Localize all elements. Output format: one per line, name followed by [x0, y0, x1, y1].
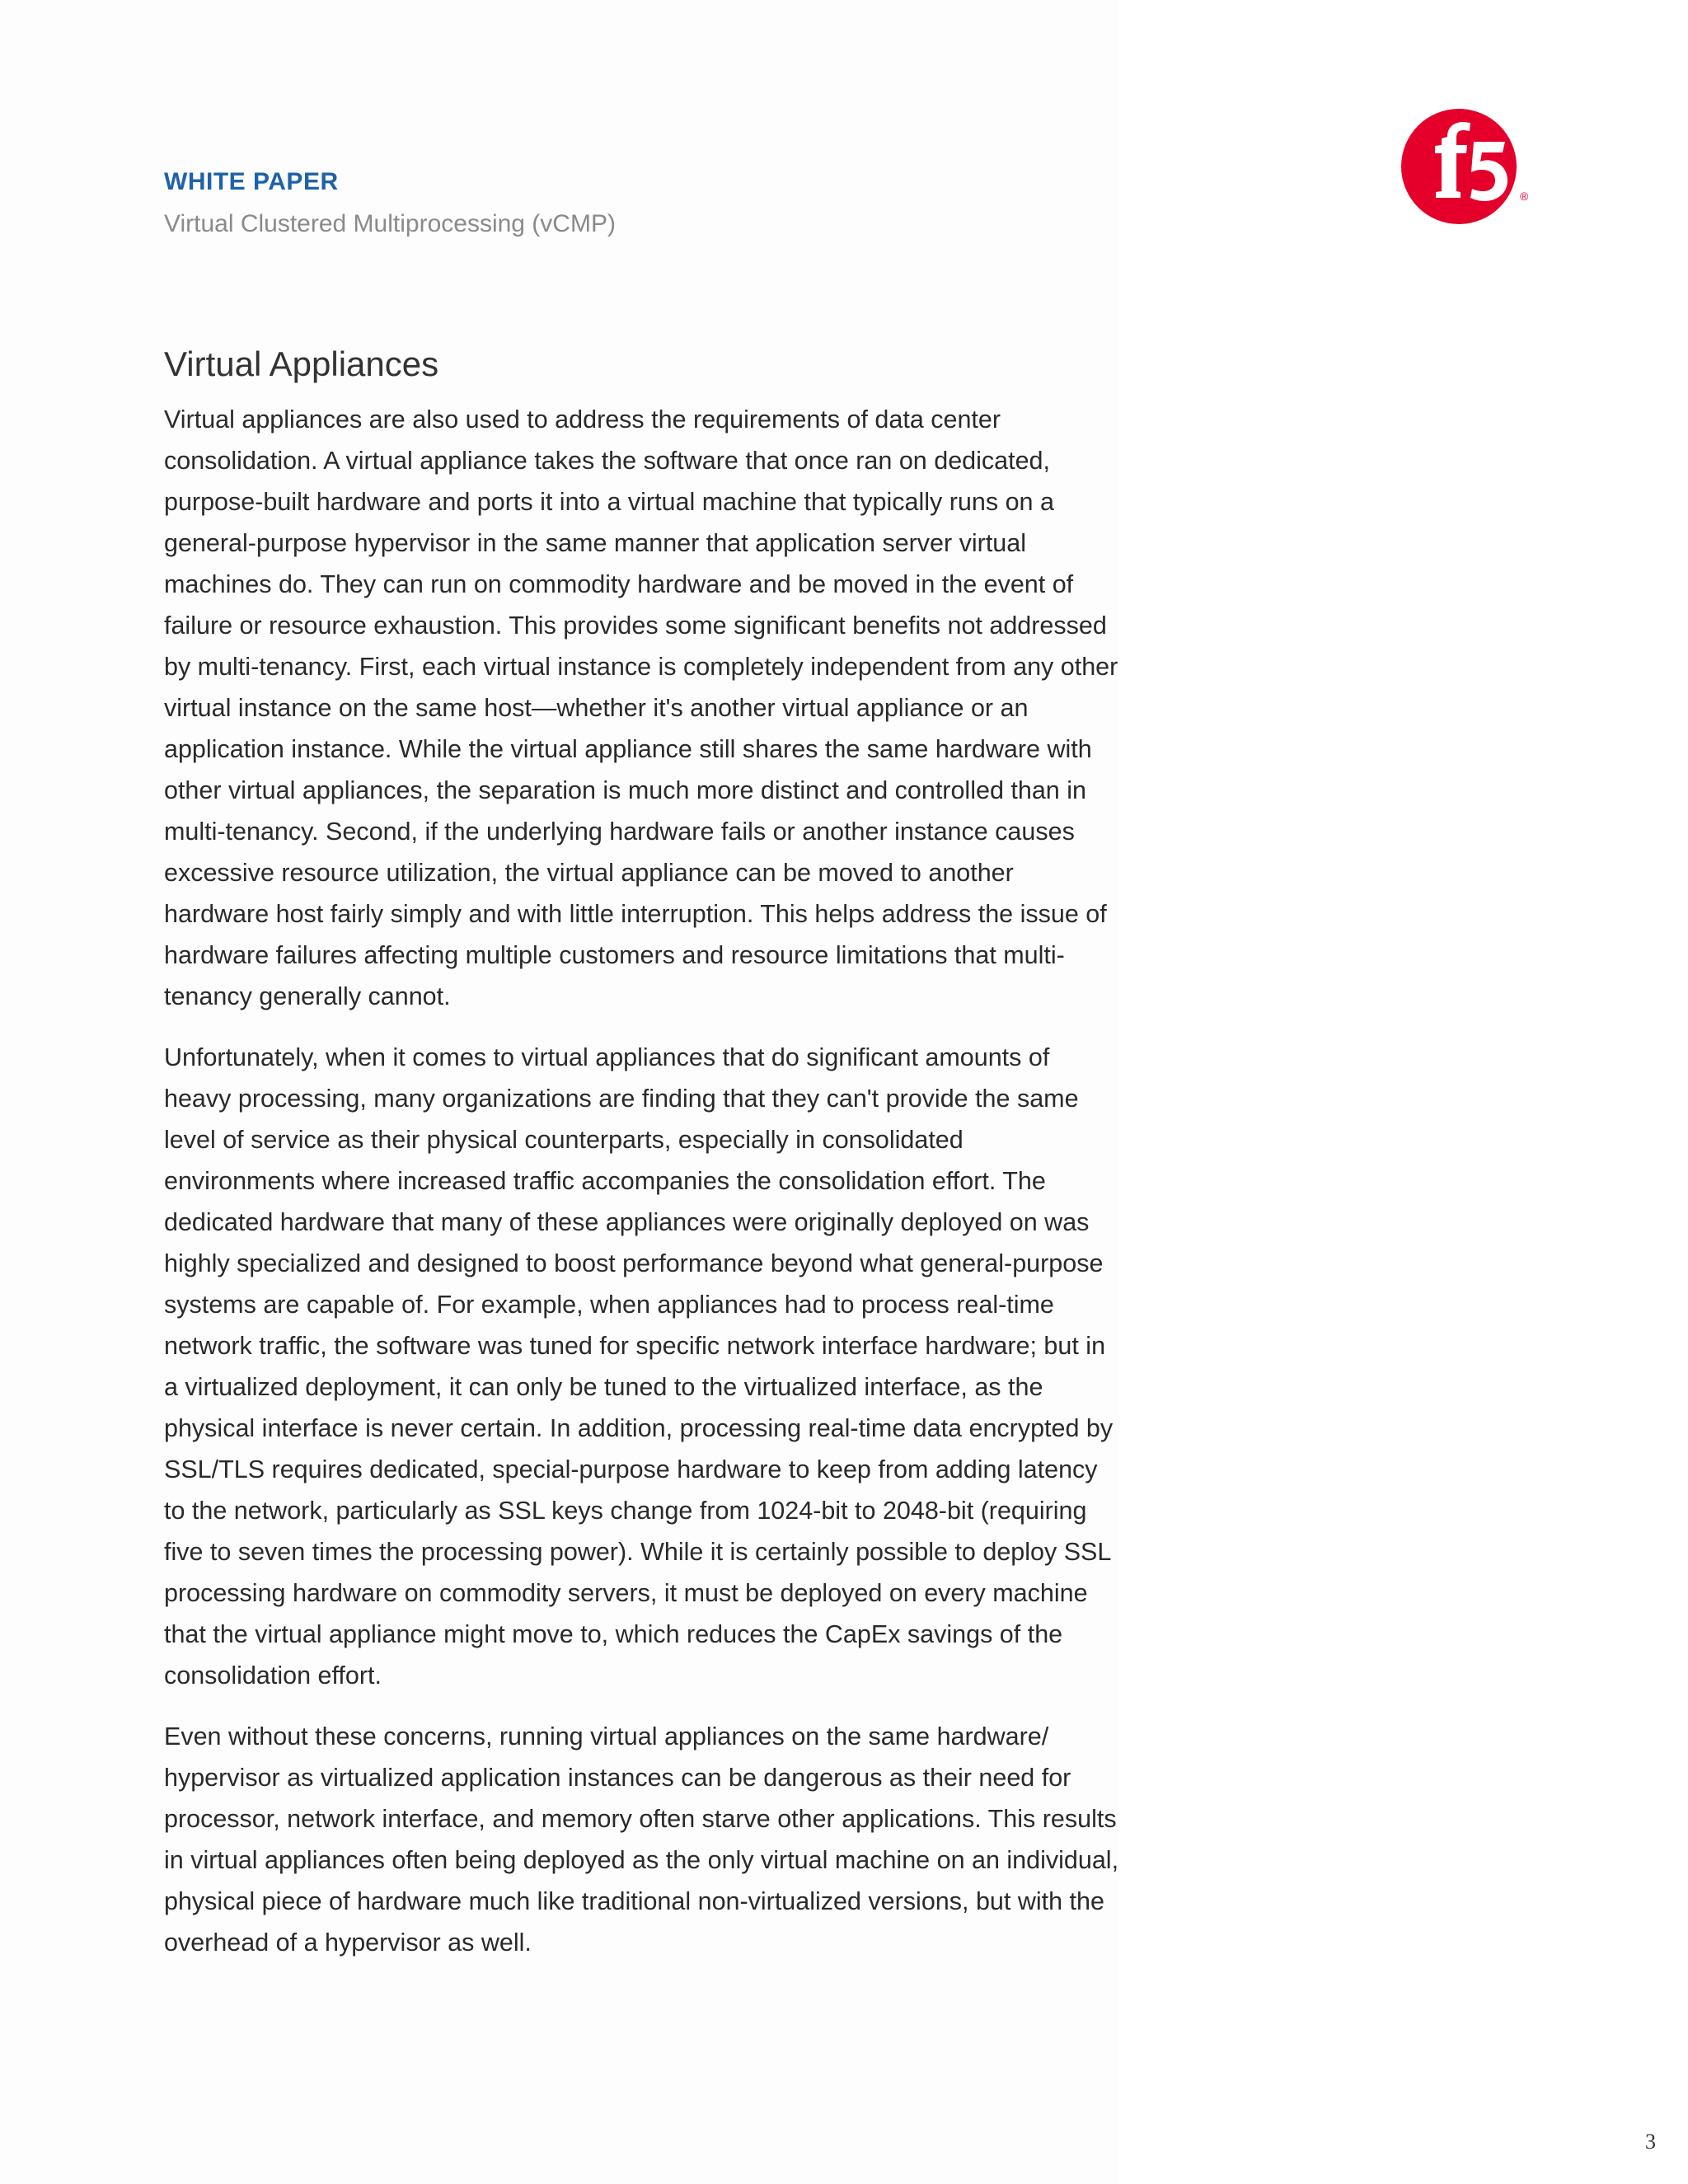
- paragraph: Unfortunately, when it comes to virtual appliances that do significant amounts of heavy processing, many organizations are finding that they can't provide the same level of service as their physical counterparts, especially in consolidated environments where increased traffic accompanies the consolidation effort. The dedicated hardware that many of these appliances were originally deployed on was highly specialized and designed to boost performance beyond what general-purpose systems are capable of. For example, when appliances had to process real-time network traffic, the software was tuned for specific network interface hardware; but in a virtualized deployment, it can only be tuned to the virtualized interface, as the physical interface is never certain. In addition, processing real-time data encrypted by SSL/TLS requires dedicated, special-purpose hardware to keep from adding latency to the network, particularly as SSL keys change from 1024-bit to 2048-bit (requiring five to seven times the processing power). While it is certainly possible to deploy SSL processing hardware on commodity servers, it must be deployed on every machine that the virtual appliance might move to, which reduces the CapEx savings of the consolidation effort.: [164, 1043, 1114, 1690]
- f5-logo: [1400, 105, 1531, 229]
- page-margin-area: [1119, 0, 1688, 2184]
- paragraph: Virtual appliances are also used to address the requirements of data center consolidation. A virtual appliance takes the software that once ran on dedicated, purpose-built hardware and ports it into a virtual machine that typically runs on a general-purpose hypervisor in the same manner that application server virtual machines do. They can run on commodity hardware and be moved in the event of failure or resource exhaustion. This provides some significant benefits not addressed by multi-tenancy. First, each virtual instance is completely independent from any other virtual instance on the same host—whether it's another virtual appliance or an application instance. While the virtual appliance still shares the same hardware with other virtual appliances, the separation is much more distinct and controlled than in multi-tenancy. Second, if the underlying hardware fails or another instance causes excessive resource utilization, the virtual appliance can be moved to another hardware host fairly simply and with little interruption. This helps address the issue of hardware failures affecting multiple customers and resource limitations that multi-tenancy generally cannot.: [164, 405, 1118, 1010]
- section-heading: Virtual Appliances: [164, 344, 439, 383]
- registered-mark: ®: [1520, 190, 1529, 203]
- section-body: [164, 399, 1120, 1983]
- f5-logo-icon: [1400, 105, 1531, 229]
- paragraph: Even without these concerns, running virtual appliances on the same hardware/ hypervisor as virtualized application instances can be dangerous as their need for processor, network interface, and memory often starve other applications. This results in virtual appliances often being deployed as the only virtual machine on an individual, physical piece of hardware much like traditional non-virtualized versions, but with the overhead of a hypervisor as well.: [164, 1722, 1119, 1957]
- page-number: 3: [1645, 2130, 1656, 2154]
- document-title: Virtual Clustered Multiprocessing (vCMP): [164, 210, 616, 237]
- document-type-label: WHITE PAPER: [164, 168, 339, 195]
